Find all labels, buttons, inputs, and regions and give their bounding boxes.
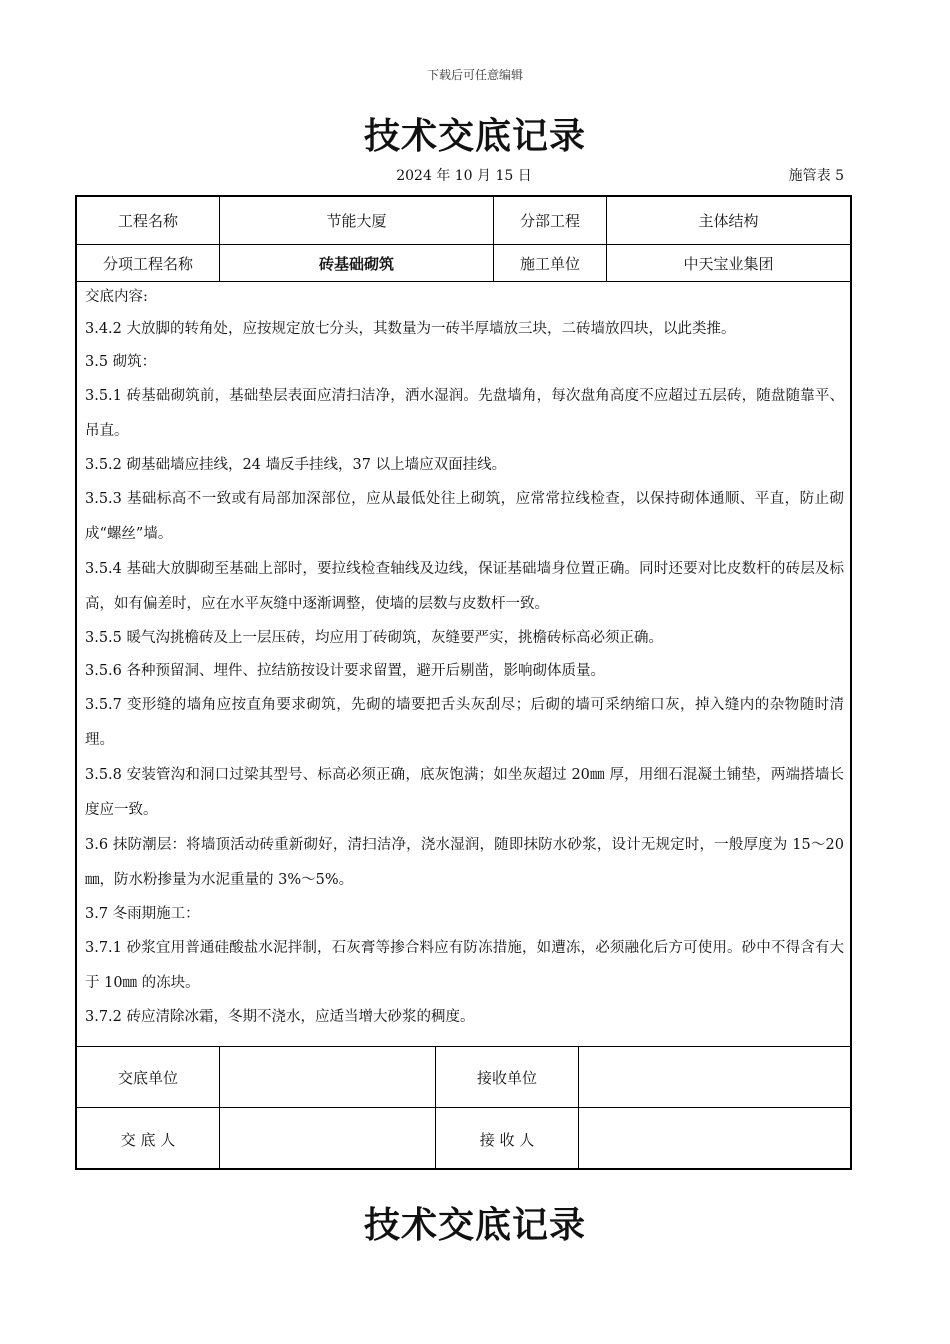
content-paragraph: 3.7.1 砂浆宜用普通硅酸盐水泥拌制，石灰膏等掺合料应有防冻措施，如遭冻，必须融化后方可使用。砂中不得含有大于 10㎜ 的冻块。 xyxy=(85,940,844,991)
handover-person-field[interactable] xyxy=(220,1108,435,1170)
content-paragraph: 3.7 冬雨期施工： xyxy=(85,906,200,922)
receiving-unit-label: 接收单位 xyxy=(476,1068,537,1087)
handover-unit-label: 交底单位 xyxy=(117,1068,178,1087)
division-value: 主体结构 xyxy=(698,212,759,230)
record-date: 2024 年 10 月 15 日 xyxy=(396,168,532,184)
handover-unit-field[interactable] xyxy=(220,1047,435,1107)
document-title: 技术交底记录 xyxy=(363,116,586,157)
content-paragraph: 3.5.7 变形缝的墙角应按直角要求砌筑，先砌的墙要把舌头灰刮尽；后砌的墙可采纳缩口灰，掉入缝内的杂物随时清理。 xyxy=(85,697,844,748)
content-paragraph: 3.5.3 基础标高不一致或有局部加深部位，应从最低处往上砌筑，应常常拉线检查，以保持砌体通顺、平直，防止砌成“螺丝”墙。 xyxy=(85,491,844,542)
contractor-label: 施工单位 xyxy=(519,254,580,273)
content-paragraph: 3.4.2 大放脚的转角处，应按规定放七分头，其数量为一砖半厚墙放三块，二砖墙放四块，以此类推。 xyxy=(85,321,736,337)
content-label: 交底内容: xyxy=(85,289,148,305)
receiver-label: 接 收 人 xyxy=(479,1130,535,1149)
record-table xyxy=(75,195,852,1170)
date-line xyxy=(76,165,852,185)
content-paragraph: 3.5.2 砌基础墙应挂线，24 墙反手挂线，37 以上墙应双面挂线。 xyxy=(85,457,507,473)
content-paragraph: 3.5.6 各种预留洞、埋件、拉结筋按设计要求留置，避开后剔凿，影响砌体质量。 xyxy=(85,663,606,679)
contractor-value: 中天宝业集团 xyxy=(683,254,774,273)
project-name-label: 工程名称 xyxy=(117,212,178,230)
content-paragraph: 3.7.2 砖应清除冰霜，冬期不浇水，应适当增大砂浆的稠度。 xyxy=(85,1009,475,1025)
receiving-unit-field[interactable] xyxy=(579,1047,850,1107)
download-note: 下载后可任意编辑 xyxy=(426,68,523,82)
content-paragraph: 3.5 砌筑： xyxy=(85,354,157,370)
subitem-label: 分项工程名称 xyxy=(102,254,193,273)
receiver-field[interactable] xyxy=(579,1108,850,1170)
document-title-next-page: 技术交底记录 xyxy=(363,1205,586,1246)
subitem-value: 砖基础砌筑 xyxy=(318,254,394,273)
handover-person-label: 交 底 人 xyxy=(120,1130,176,1149)
content-paragraph: 3.5.1 砖基础砌筑前，基础垫层表面应清扫洁净，洒水湿润。先盘墙角，每次盘角高度不应超过五层砖，随盘随靠平、吊直。 xyxy=(85,388,844,439)
handover-content xyxy=(85,282,844,1034)
content-paragraph: 3.5.8 安装管沟和洞口过梁其型号、标高必须正确，底灰饱满；如坐灰超过 20㎜ 厚，用细石混凝土铺垫，两端搭墙长度应一致。 xyxy=(85,767,844,818)
project-name-value: 节能大厦 xyxy=(326,212,387,230)
content-paragraph: 3.6 抹防潮层：将墙顶活动砖重新砌好，清扫洁净，浇水湿润，随即抹防水砂浆，设计无规定时，一般厚度为 15～20㎜，防水粉掺量为水泥重量的 3%～5%。 xyxy=(85,837,844,888)
form-number: 施管表 5 xyxy=(788,168,844,184)
content-paragraph: 3.5.5 暖气沟挑檐砖及上一层压砖，均应用丁砖砌筑，灰缝要严实，挑檐砖标高必须正确。 xyxy=(85,630,663,646)
content-paragraph: 3.5.4 基础大放脚砌至基础上部时，要拉线检查轴线及边线，保证基础墙身位置正确。同时还要对比皮数杆的砖层及标高，如有偏差时，应在水平灰缝中逐渐调整，使墙的层数与皮数杆一致。 xyxy=(85,561,844,612)
division-label: 分部工程 xyxy=(519,212,580,230)
